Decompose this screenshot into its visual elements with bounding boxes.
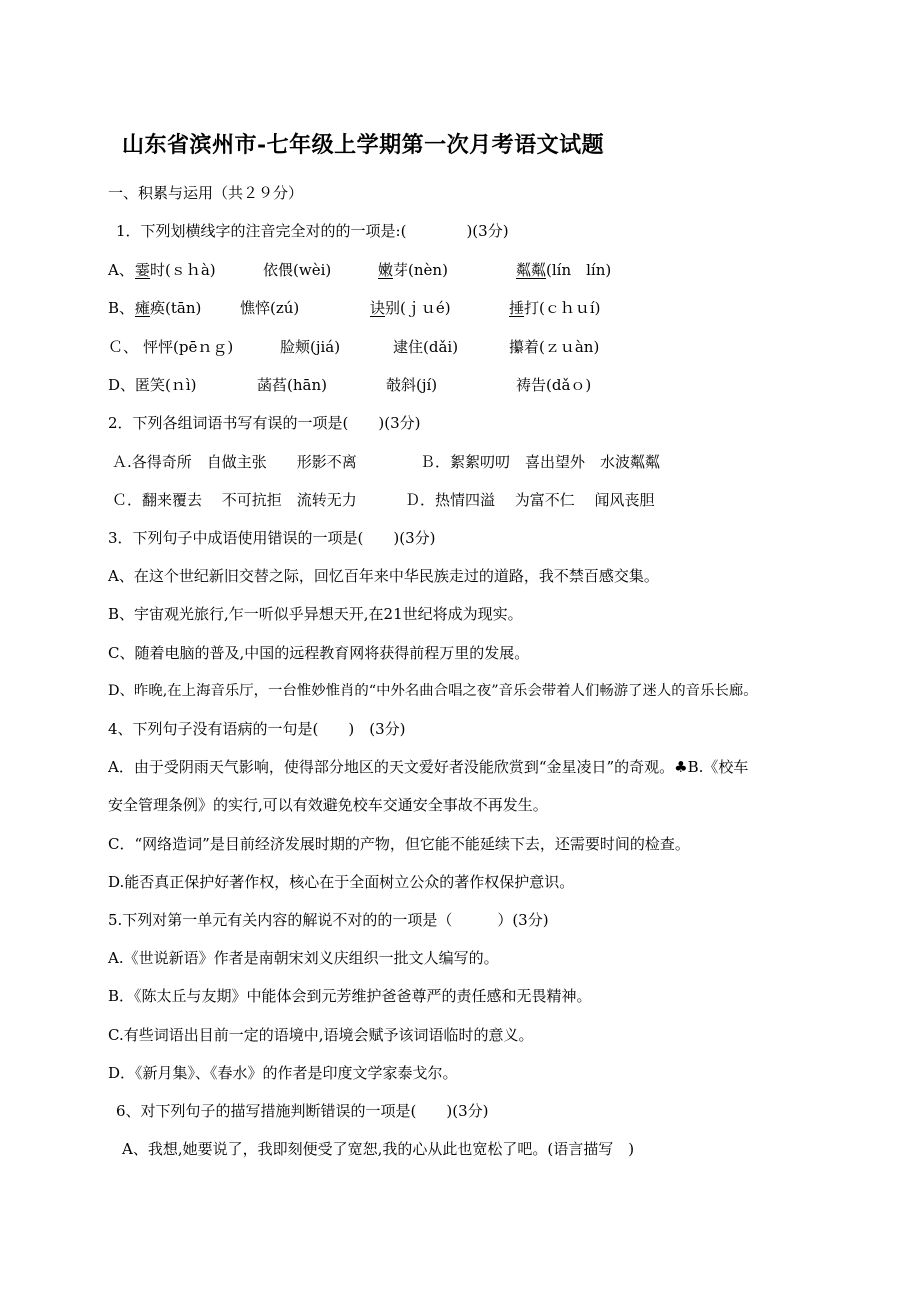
q3-option-d: D、昨晚,在上海音乐厅，一台惟妙惟肖的“中外名曲合唱之夜”音乐会带着人们畅游了迷人的音乐长廊。	[108, 683, 758, 699]
q1-b-item-3: 诀别(ｊｕé)	[370, 299, 451, 317]
q4-option-b-cont: 安全管理条例》的实行,可以有效避免校车交通安全事故不再发生。	[108, 796, 548, 814]
q1-a-item-1: 霎时(ｓｈà)	[135, 261, 216, 279]
q1-a-item-3: 嫩芽(nèn)	[378, 261, 448, 279]
q1-option-b	[108, 298, 134, 318]
q3-option-a: A、在这个世纪新旧交替之际，回忆百年来中华民族走过的道路，我不禁百感交集。	[108, 567, 659, 585]
q2-option-a: Ａ.各得奇所 自做主张 形影不离	[112, 453, 357, 471]
q1-c-item-1: 怦怦(pēｎｇ)	[143, 338, 234, 356]
q1-option-d	[108, 375, 135, 395]
q6-stem: 6、对下列句子的描写措施判断错误的一项是( )(3分)	[116, 1102, 489, 1120]
q2-option-c: Ｃ．翻来覆去 不可抗拒 流转无力	[112, 491, 357, 509]
q5-option-b: B．《陈太丘与友期》中能体会到元芳维护爸爸尊严的责任感和无畏精神。	[108, 987, 592, 1005]
q1-a-label: A、	[108, 261, 134, 279]
q1-c-label: Ｃ、	[108, 338, 139, 356]
q3-option-b: B、宇宙观光旅行,乍一听似乎异想天开,在21世纪将成为现实。	[108, 605, 523, 623]
q4-option-a: A．由于受阴雨天气影响，使得部分地区的天文爱好者没能欣赏到“金星凌日”的奇观。♣B.《校车	[108, 758, 749, 776]
q1-c-item-2: 脸颊(jiá)	[280, 338, 341, 356]
q5-option-d: D．《新月集》、《春水》的作者是印度文学家泰戈尔。	[108, 1064, 458, 1082]
q1-d-item-2: 菡萏(hān)	[257, 376, 327, 394]
q2-option-b: Ｂ．絮絮叨叨 喜出望外 水波粼粼	[420, 453, 661, 471]
q1-b-item-1: 瘫痪(tān)	[135, 299, 202, 317]
q1-option-c	[108, 337, 138, 357]
q1-b-item-2: 憔悴(zú)	[240, 299, 300, 317]
q1-d-item-3: 攲斜(jí)	[386, 376, 438, 394]
page-title: 山东省滨州市-七年级上学期第一次月考语文试题	[122, 132, 605, 158]
q2-option-d: Ｄ．热情四溢 为富不仁 闻风丧胆	[405, 491, 655, 509]
q5-option-c: C.有些词语出目前一定的语境中,语境会赋予该词语临时的意义。	[108, 1026, 534, 1044]
q1-b-item-4: 捶打(ｃｈｕí)	[509, 299, 601, 317]
q1-c-item-3: 逮住(dǎi)	[393, 338, 459, 356]
q4-option-c: C．“网络造词”是目前经济发展时期的产物，但它能不能延续下去，还需要时间的检查。	[108, 835, 690, 853]
q3-stem: 3．下列句子中成语使用错误的一项是( )(3分)	[108, 529, 436, 547]
section-heading: 一、积累与运用（共２９分）	[108, 184, 304, 202]
q1-stem: 1．下列划横线字的注音完全对的的一项是:( )(3分)	[116, 222, 509, 240]
q1-c-item-4: 攥着(ｚｕàn)	[509, 338, 600, 356]
q2-stem: 2．下列各组词语书写有误的一项是( )(3分)	[108, 414, 421, 432]
q5-option-a: A.《世说新语》作者是南朝宋刘义庆组织一批文人编写的。	[108, 949, 499, 967]
q1-a-item-2: 依偎(wèi)	[263, 261, 332, 279]
q4-option-d: D.能否真正保护好著作权，核心在于全面树立公众的著作权保护意识。	[108, 873, 575, 891]
q1-d-item-1: 匿笑(ｎì)	[135, 376, 197, 394]
q1-a-item-4: 粼粼(lín lín)	[516, 261, 612, 279]
q1-d-label: D、	[108, 376, 136, 394]
q4-stem: 4、下列句子没有语病的一句是( ) (3分)	[108, 720, 406, 738]
q1-option-a	[108, 260, 134, 280]
q1-b-label: B、	[108, 299, 135, 317]
q1-d-item-4: 祷告(dǎｏ)	[516, 376, 592, 394]
q3-option-c: C、随着电脑的普及,中国的远程教育网将获得前程万里的发展。	[108, 644, 530, 662]
q5-stem: 5.下列对第一单元有关内容的解说不对的的一项是（ ）(3分)	[108, 911, 549, 929]
q6-option-a: A、我想,她要说了，我即刻便受了宽恕,我的心从此也宽松了吧。(语言描写 )	[122, 1140, 635, 1158]
